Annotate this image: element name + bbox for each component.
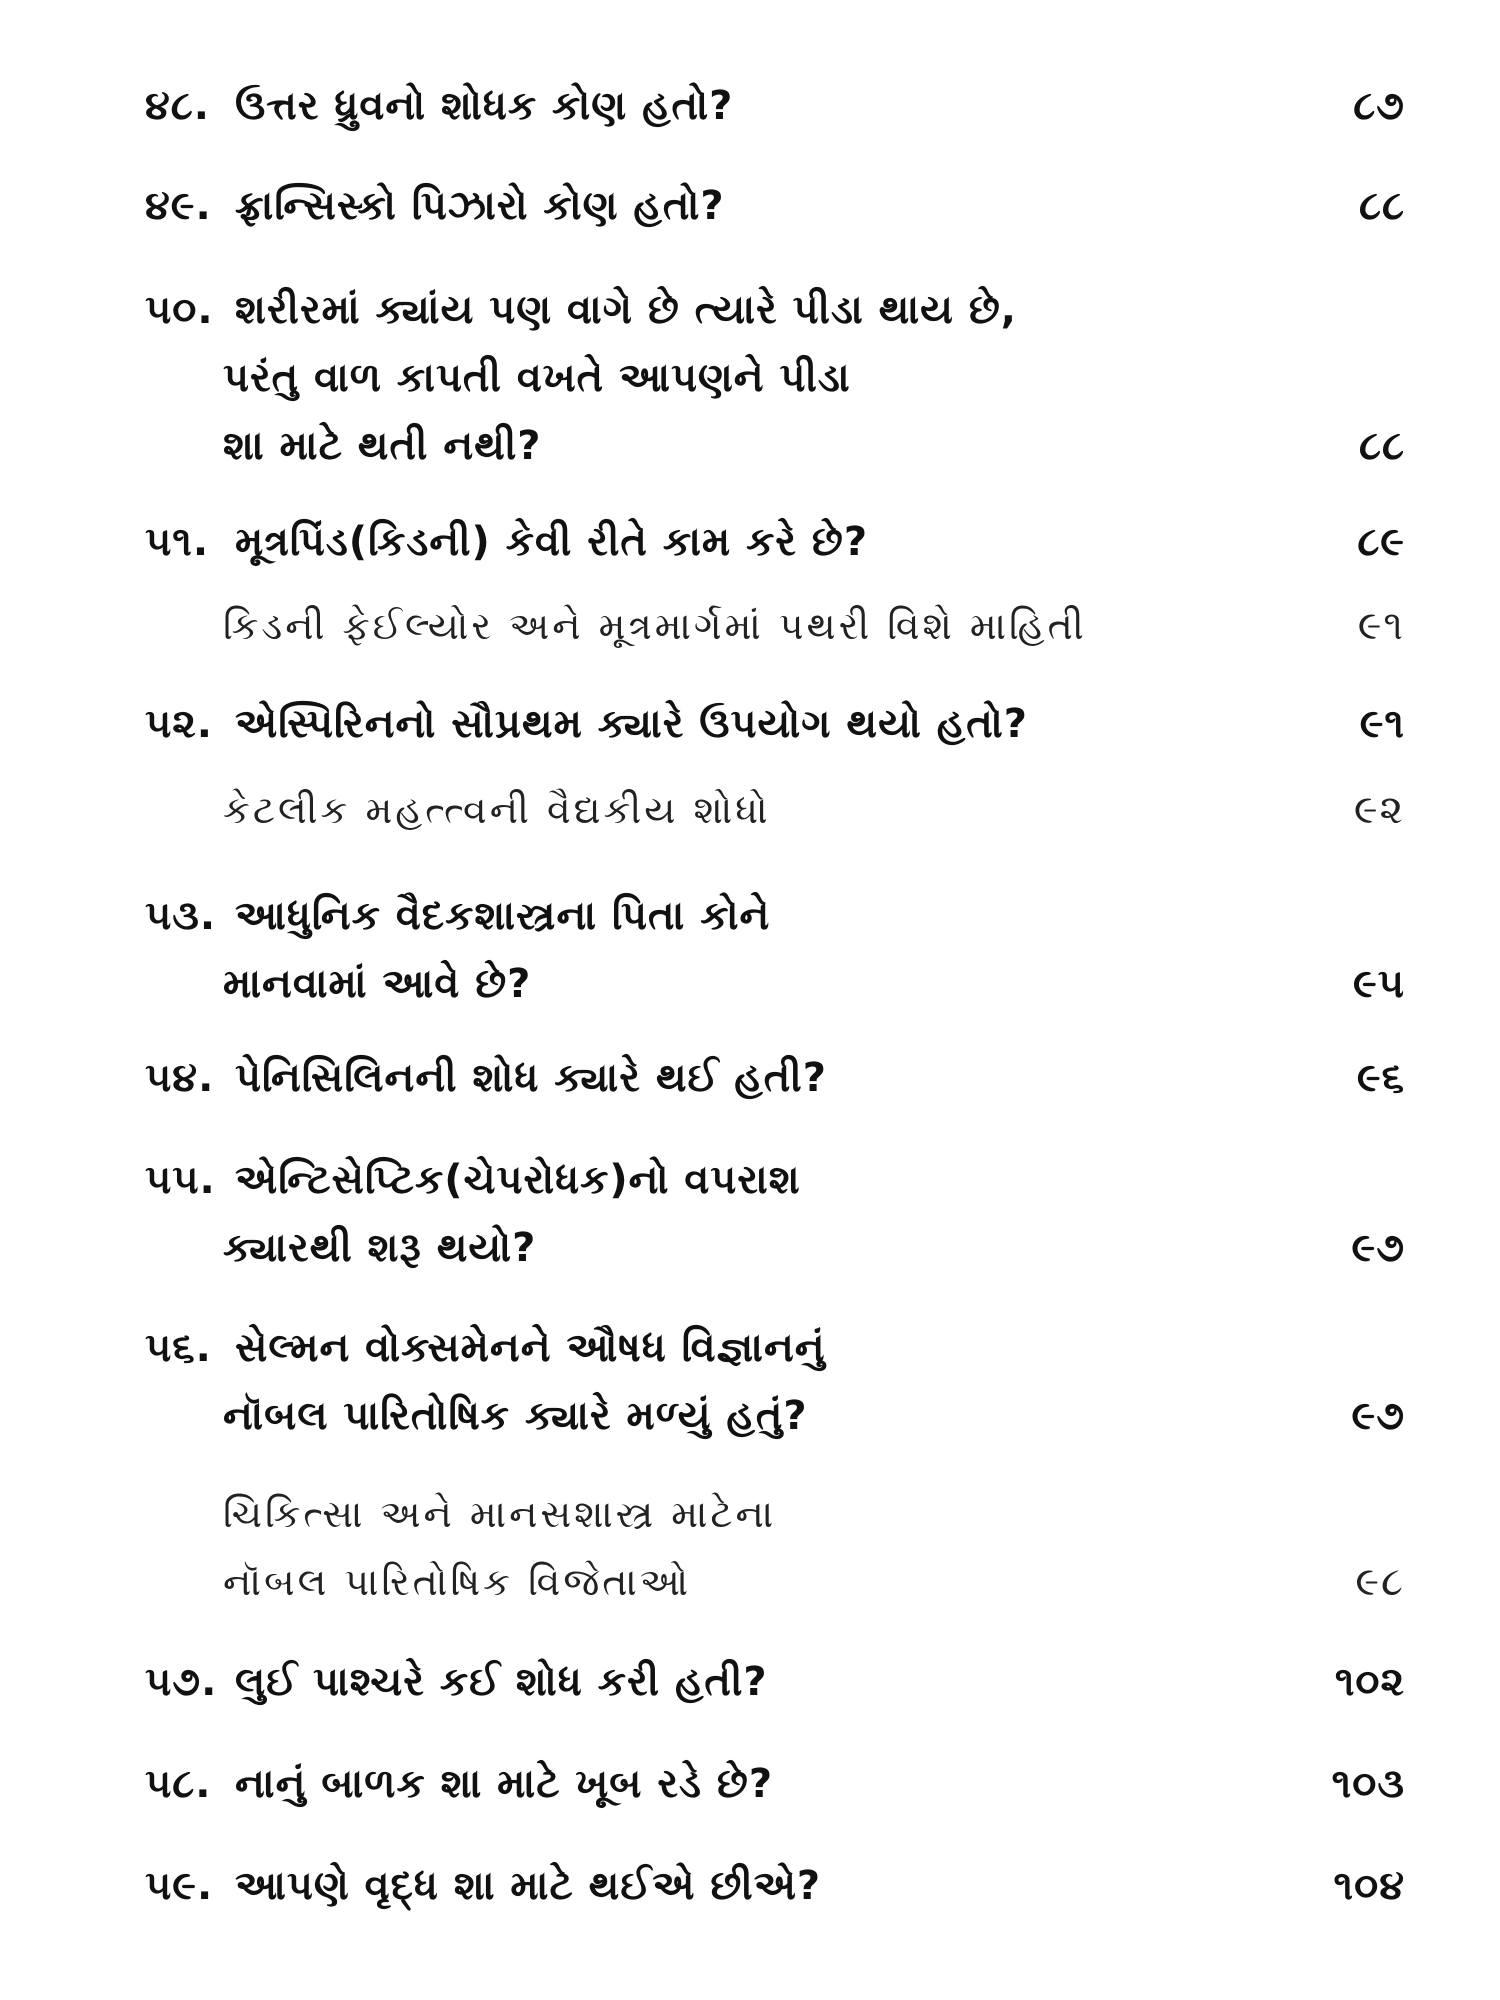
toc-line <box>145 1146 1405 1214</box>
toc-line-continued <box>145 344 1405 412</box>
question-text: શરીરમાં ક્યાંય પણ વાગે છે ત્યારે પીડા થાય છે, <box>235 287 1017 333</box>
toc-subline <box>145 1480 1405 1548</box>
page-number: ૮૮ <box>1359 183 1405 229</box>
toc-subline <box>145 592 1405 660</box>
question-text: ઉત્તર ધ્રુવનો શોધક કોણ હતો? <box>235 83 734 129</box>
page-number: ૯૧ <box>1359 701 1405 747</box>
question-number: ૫૫. <box>145 1157 216 1203</box>
question-text: ક્યારથી શરૂ થયો? <box>223 1225 537 1271</box>
toc-line-continued <box>145 412 1405 480</box>
toc-subentry-medical-discoveries <box>145 776 1405 844</box>
toc-line <box>145 1852 1405 1920</box>
question-text: લુઈ પાશ્ચરે કઈ શોધ કરી હતી? <box>235 1659 768 1705</box>
toc-line <box>145 1750 1405 1818</box>
page-number: ૧૦૨ <box>1334 1659 1405 1705</box>
question-text: પેનિસિલિનની શોધ ક્યારે થઈ હતી? <box>235 1055 827 1101</box>
toc-line <box>145 882 1405 950</box>
question-text: સેલ્મન વોક્સમેનને ઔષધ વિજ્ઞાનનું <box>235 1325 826 1371</box>
toc-line <box>145 508 1405 576</box>
question-text: નાનું બાળક શા માટે ખૂબ રડે છે? <box>235 1761 774 1807</box>
question-number: ૫૩. <box>145 893 217 939</box>
question-text: એન્ટિસેપ્ટિક(ચેપરોધક)નો વપરાશ <box>235 1157 801 1203</box>
toc-entry-49 <box>145 172 1405 240</box>
subentry-text: કેટલીક મહત્ત્વની વૈદ્યકીય શોધો <box>223 788 771 832</box>
toc-subline <box>145 1548 1405 1616</box>
page-number: ૯૨ <box>1353 787 1405 833</box>
toc-line <box>145 1044 1405 1112</box>
question-number: ૫૪. <box>145 1055 215 1101</box>
question-number: ૫૭. <box>145 1659 218 1705</box>
toc-line <box>145 276 1405 344</box>
page-number: ૮૯ <box>1357 519 1405 565</box>
toc-subline <box>145 776 1405 844</box>
toc-entry-56 <box>145 1314 1405 1450</box>
toc-entry-52 <box>145 690 1405 758</box>
question-text: પરંતુ વાળ કાપતી વખતે આપણને પીડા <box>223 355 851 401</box>
page-number: ૧૦૪ <box>1333 1863 1405 1909</box>
page-number: ૯૧ <box>1357 603 1405 649</box>
page-number: ૯૭ <box>1351 1225 1405 1271</box>
toc-entry-54 <box>145 1044 1405 1112</box>
question-number: ૪૮. <box>145 83 210 129</box>
toc-entry-59 <box>145 1852 1405 1920</box>
page-number: ૯૫ <box>1353 961 1405 1007</box>
question-text: એસ્પિરિનનો સૌપ્રથમ ક્યારે ઉપયોગ થયો હતો? <box>235 701 1028 747</box>
question-text: ફ્રાન્સિસ્કો પિઝારો કોણ હતો? <box>235 183 725 229</box>
toc-entry-55 <box>145 1146 1405 1282</box>
toc-line-continued <box>145 950 1405 1018</box>
toc-line <box>145 1314 1405 1382</box>
question-number: ૫૯. <box>145 1863 214 1909</box>
question-text: મૂત્રપિંડ(કિડની) કેવી રીતે કામ કરે છે? <box>235 519 869 565</box>
toc-entry-57 <box>145 1648 1405 1716</box>
question-text: નૉબલ પારિતોષિક ક્યારે મળ્યું હતું? <box>223 1393 808 1439</box>
toc-entry-50 <box>145 276 1405 480</box>
question-number: ૫૨. <box>145 701 213 747</box>
toc-entry-48 <box>145 72 1405 140</box>
page-number: ૯૬ <box>1356 1055 1405 1101</box>
question-text: શા માટે થતી નથી? <box>223 423 542 469</box>
toc-entry-58 <box>145 1750 1405 1818</box>
page-number: ૯૮ <box>1355 1559 1405 1605</box>
question-text: માનવામાં આવે છે? <box>223 961 532 1007</box>
toc-entry-51 <box>145 508 1405 576</box>
page-number: ૧૦૩ <box>1331 1761 1405 1807</box>
subentry-text: ચિકિત્સા અને માનસશાસ્ત્ર માટેના <box>223 1492 777 1536</box>
toc-line <box>145 172 1405 240</box>
page-number: ૮૭ <box>1353 83 1405 129</box>
toc-entry-53 <box>145 882 1405 1018</box>
question-number: ૫૮. <box>145 1761 212 1807</box>
toc-line <box>145 72 1405 140</box>
toc-subentry-nobel-winners <box>145 1480 1405 1616</box>
page-number: ૮૮ <box>1359 423 1405 469</box>
toc-subentry-kidney <box>145 592 1405 660</box>
subentry-text: કિડની ફેઈલ્યોર અને મૂત્રમાર્ગમાં પથરી વિશે માહિતી <box>223 604 1087 648</box>
question-number: ૫૬. <box>145 1325 212 1371</box>
toc-line <box>145 1648 1405 1716</box>
subentry-text: નૉબલ પારિતોષિક વિજેતાઓ <box>223 1560 692 1604</box>
question-number: ૫૦. <box>145 287 214 333</box>
toc-line-continued <box>145 1382 1405 1450</box>
question-number: ૪૯. <box>145 183 212 229</box>
page-number: ૯૭ <box>1351 1393 1405 1439</box>
question-number: ૫૧. <box>145 519 210 565</box>
toc-line <box>145 690 1405 758</box>
question-text: આધુનિક વૈદકશાસ્ત્રના પિતા કોને <box>235 893 771 939</box>
question-text: આપણે વૃદ્ધ શા માટે થઈએ છીએ? <box>235 1863 822 1909</box>
toc-line-continued <box>145 1214 1405 1282</box>
